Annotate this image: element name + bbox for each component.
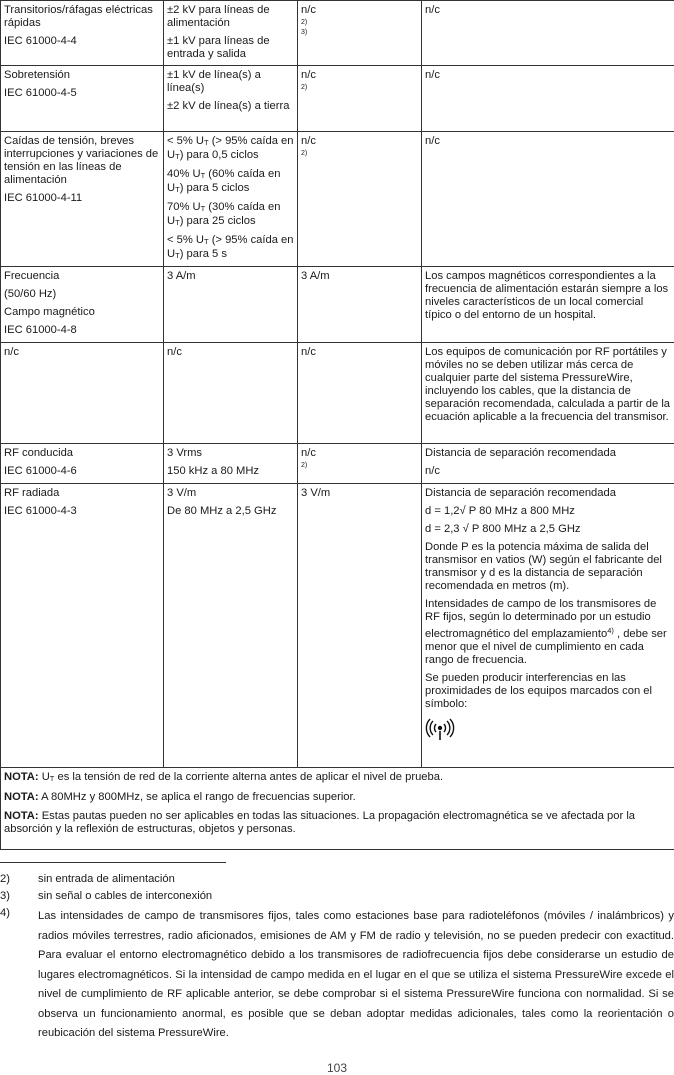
notes-row — [1, 768, 674, 850]
footnotes — [0, 873, 674, 1048]
non-ionizing-radiation-icon — [425, 718, 455, 746]
test-level-cell: ±1 kV de línea(s) a línea(s) ±2 kV de línea(s) a tierra — [164, 66, 298, 132]
test-level-cell: ±2 kV para líneas de alimentación ±1 kV para líneas de entrada y salida — [164, 1, 298, 66]
phenomenon-cell: n/c — [1, 343, 164, 444]
footnote-ref: 2) — [301, 18, 418, 27]
table-row — [1, 484, 674, 768]
environment-cell: Los campos magnéticos correspondientes a la frecuencia de alimentación estarán siempre a los niveles característicos de un local comercial típico o del entorno de un hospital. — [422, 267, 674, 343]
table-row — [1, 132, 674, 267]
compliance-cell: n/c 2) 3) — [298, 1, 422, 66]
compliance-cell: n/c 2) — [298, 132, 422, 267]
environment-cell: Distancia de separación recomendada d = 1,2√ P 80 MHz a 800 MHz d = 2,3 √ P 800 MHz a 2,5 GHz Donde P es la potencia máxima de salida del transmisor en vatios (W) según el fabricante del transmisor y d es la distancia de separación recomendada en metros (m). Intensidades de campo de los transmisores de RF fijos, según lo determinado por un estudio electromagnético del emplazamiento$^{4)}$ , debe ser menor que el nivel de cumplimiento en cada rango de frecuencia. Se pueden producir interferencias en las proximidades de los equipos marcados con el símbolo: — [422, 484, 674, 768]
environment-cell: n/c — [422, 132, 674, 267]
phenomenon-cell: RF radiada IEC 61000-4-3 — [1, 484, 164, 768]
phenomenon-cell: Transitorios/ráfagas eléctricas rápidas IEC 61000-4-4 — [1, 1, 164, 66]
phenomenon-cell: Frecuencia (50/60 Hz) Campo magnético IEC 61000-4-8 — [1, 267, 164, 343]
test-level-cell: < 5% UT (> 95% caída en UT) para 0,5 ciclos 40% UT (60% caída en UT) para 5 ciclos 70% UT (30% caída en UT) para 25 ciclos < 5% UT (> 95% caída en UT) para 5 s — [164, 132, 298, 267]
table-row — [1, 66, 674, 132]
table-row — [1, 343, 674, 444]
compliance-cell: n/c 2) — [298, 66, 422, 132]
environment-cell: Distancia de separación recomendada n/c — [422, 444, 674, 484]
environment-cell: n/c — [422, 1, 674, 66]
footnote-item: 4) Las intensidades de campo de transmisores fijos, tales como estaciones base para radioteléfonos (móviles / inalámbricos) y radios móviles terrestres, radio aficionados, emisiones de AM y FM de radio y televisión, no se pueden predecir con exactitud. Para evaluar el entorno electromagnético debido a los transmisores de radiofrecuencia fijos debe considerarse un estudio de lugares electromagnéticos. Si la intensidad de campo medida en el lugar en el que se utiliza el sistema PressureWire excede el nivel de cumplimiento de RF aplicable anterior, se debe comprobar si el sistema PressureWire funciona con normalidad. Si se observa un funcionamiento anormal, es posible que se deban adoptar medidas adicionales, tales como la reorientación o reubicación del sistema PressureWire. — [0, 907, 674, 1044]
test-level-cell: 3 V/m De 80 MHz a 2,5 GHz — [164, 484, 298, 768]
compliance-cell: n/c — [298, 343, 422, 444]
footnote-ref: 2) — [301, 461, 418, 470]
test-level-cell: 3 A/m — [164, 267, 298, 343]
note-1: NOTA: UT es la tensión de red de la corriente alterna antes de aplicar el nivel de prueba. — [4, 771, 671, 785]
footnote-ref: 2) — [301, 83, 418, 92]
test-level-cell: 3 Vrms 150 kHz a 80 MHz — [164, 444, 298, 484]
notes-cell — [1, 768, 674, 850]
phenomenon-cell: Sobretensión IEC 61000-4-5 — [1, 66, 164, 132]
footnote-ref: 3) — [301, 28, 418, 37]
environment-cell: n/c — [422, 66, 674, 132]
formula-high: d = 2,3 √ P 800 MHz a 2,5 GHz — [425, 523, 671, 536]
test-level-cell: n/c — [164, 343, 298, 444]
compliance-cell: 3 A/m — [298, 267, 422, 343]
table-row — [1, 1, 674, 66]
footnote-ref: 2) — [301, 149, 418, 158]
footnote-divider — [0, 862, 226, 863]
note-2: NOTA: A 80MHz y 800MHz, se aplica el rango de frecuencias superior. — [4, 791, 671, 804]
note-3: NOTA: Estas pautas pueden no ser aplicables en todas las situaciones. La propagación electromagnética se ve afectada por la absorción y la reflexión de estructuras, objetos y personas. — [4, 810, 671, 836]
footnote-item: 2) sin entrada de alimentación — [0, 873, 674, 886]
phenomenon-cell: RF conducida IEC 61000-4-6 — [1, 444, 164, 484]
footnote-item: 3) sin señal o cables de interconexión — [0, 890, 674, 903]
table-row — [1, 267, 674, 343]
compliance-cell: 3 V/m — [298, 484, 422, 768]
phenomenon-cell: Caídas de tensión, breves interrupciones y variaciones de tensión en las líneas de alimentación IEC 61000-4-11 — [1, 132, 164, 267]
page-number: 103 — [0, 1062, 674, 1075]
compliance-cell: n/c 2) — [298, 444, 422, 484]
table-row — [1, 444, 674, 484]
footnote-ref: 4) — [607, 626, 614, 635]
environment-cell: Los equipos de comunicación por RF portátiles y móviles no se deben utilizar más cerca de cualquier parte del sistema PressureWire, incluyendo los cables, que la distancia de separación recomendada, calculada a partir de la ecuación aplicable a la frecuencia del transmisor. — [422, 343, 674, 444]
formula-low: d = 1,2√ P 80 MHz a 800 MHz — [425, 505, 671, 518]
